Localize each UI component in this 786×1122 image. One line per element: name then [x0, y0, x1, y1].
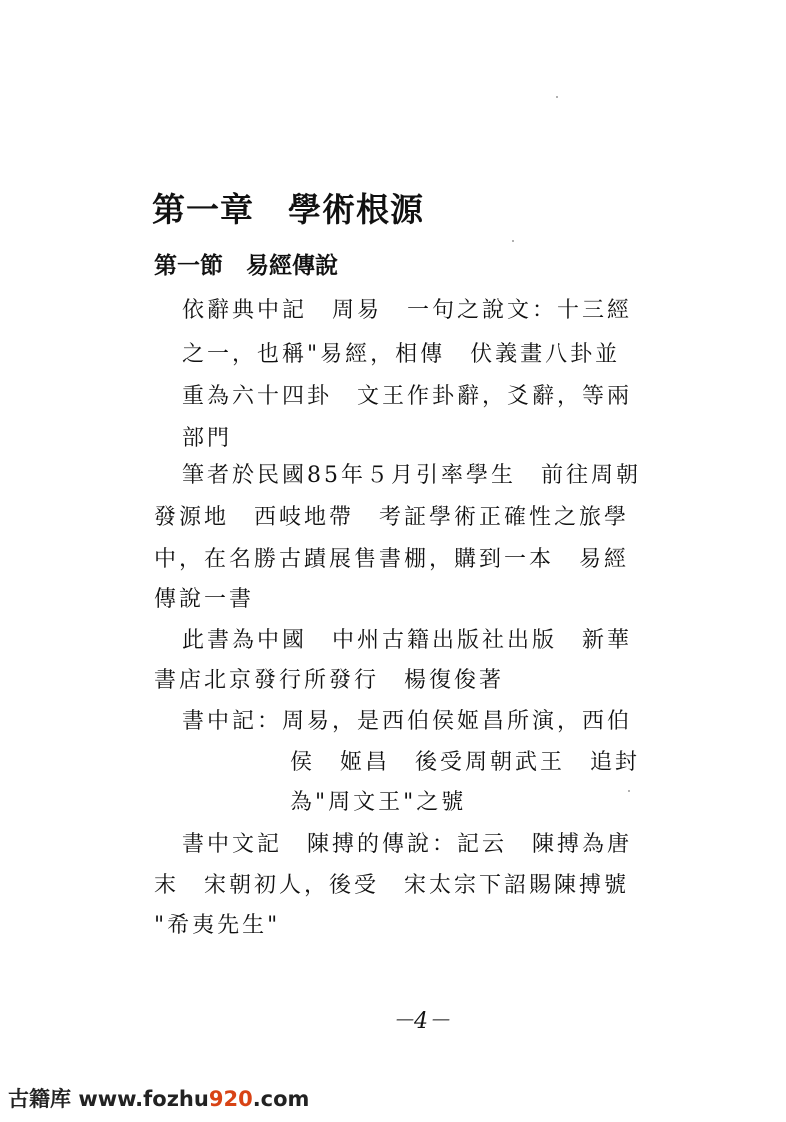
watermark-brand: 古籍库 — [8, 1087, 71, 1111]
paragraph-line: 書中記：周易，是西伯侯姬昌所演，西伯 — [182, 709, 633, 734]
paragraph-line: 部門 — [182, 426, 233, 451]
scan-speck — [512, 240, 514, 242]
scan-speck — [556, 96, 558, 98]
section-title: 第一節 易經傳說 — [154, 253, 338, 279]
paragraph-line: 發源地 西岐地帶 考証學術正確性之旅學 — [154, 505, 630, 530]
paragraph-line: 依辭典中記 周易 一句之說文：十三經 — [182, 298, 633, 323]
paragraph-line: 書中文記 陳搏的傳說：記云 陳搏為唐 — [182, 832, 633, 857]
chapter-title: 第一章 學術根源 — [152, 190, 424, 229]
watermark-url-number: 920 — [208, 1087, 253, 1111]
paragraph-line: 為"周文王"之號 — [290, 790, 467, 815]
watermark — [8, 1083, 309, 1113]
paragraph-line: 此書為中國 中州古籍出版社出版 新華 — [182, 628, 633, 653]
paragraph-line: 末 宋朝初人，後受 宋太宗下詔賜陳搏號 — [154, 873, 630, 898]
paragraph-line: 侯 姬昌 後受周朝武王 追封 — [290, 750, 641, 775]
paragraph-line: 筆者於民國85年５月引率學生 前往周朝 — [182, 463, 641, 488]
paragraph-line: 書店北京發行所發行 楊復俊著 — [154, 668, 505, 693]
paragraph-line: 重為六十四卦 文王作卦辭，爻辭，等兩 — [182, 384, 633, 409]
page-number: －4－ — [392, 1009, 450, 1034]
paragraph-line: 中，在名勝古蹟展售書棚，購到一本 易經 — [154, 547, 630, 572]
scan-speck — [628, 790, 630, 792]
paragraph-line: "希夷先生" — [154, 913, 281, 938]
watermark-url-prefix: www.fozhu — [78, 1087, 209, 1111]
paragraph-line: 傳說一書 — [154, 587, 255, 612]
watermark-url-suffix: .com — [252, 1087, 310, 1111]
paragraph-line: 之一，也稱"易經，相傳 伏義畫八卦並 — [182, 342, 621, 367]
